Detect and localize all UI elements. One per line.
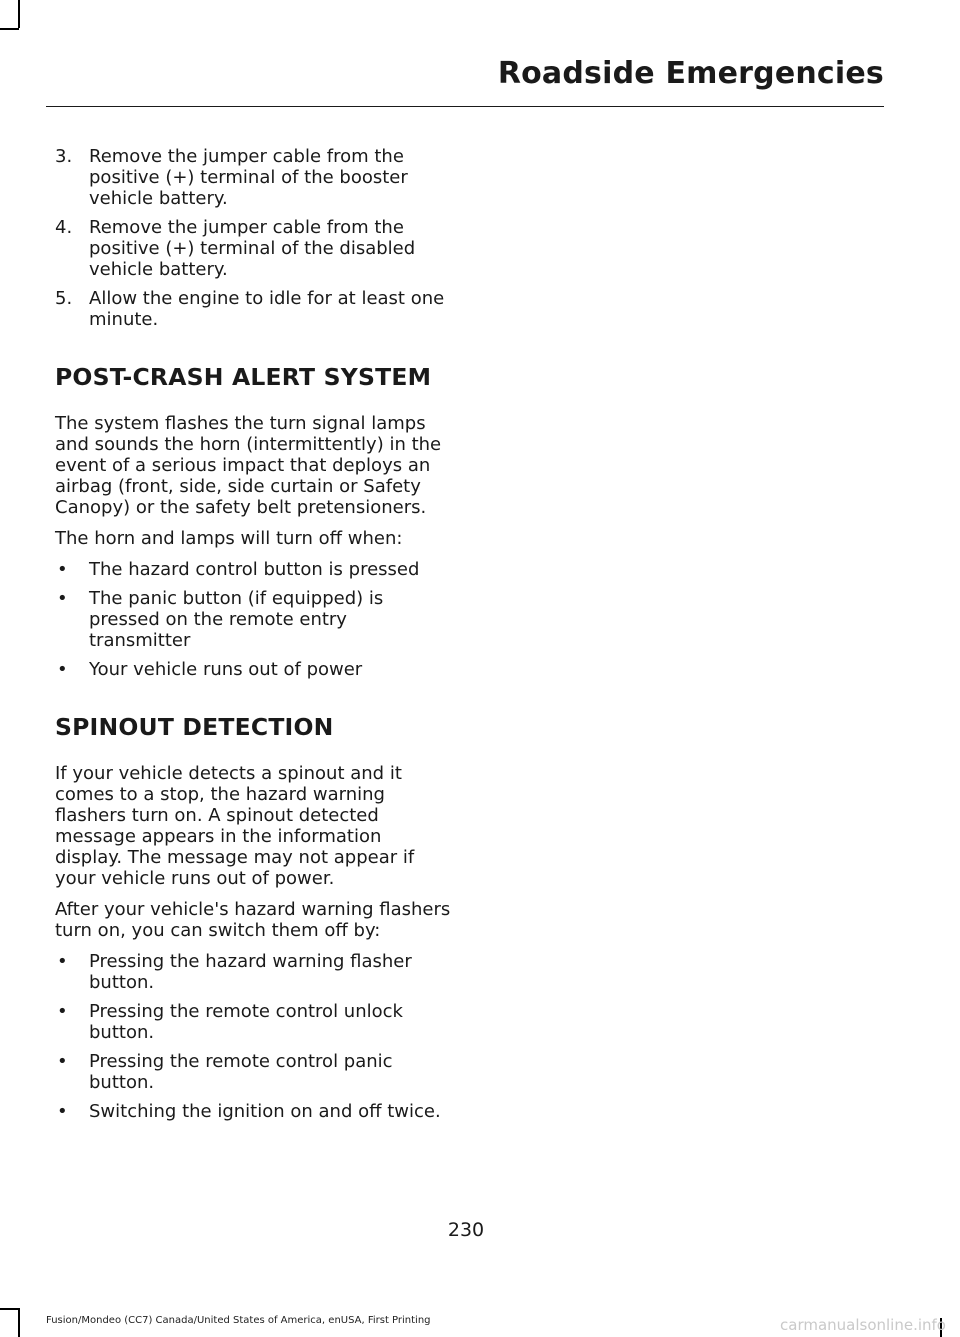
step-text: Allow the engine to idle for at least one minute. xyxy=(89,288,445,330)
page-content xyxy=(55,146,451,1130)
crop-mark xyxy=(0,1308,19,1310)
bullet-icon: • xyxy=(57,951,68,972)
section-heading-post-crash: POST-CRASH ALERT SYSTEM xyxy=(55,363,432,391)
section-heading-spinout: SPINOUT DETECTION xyxy=(55,713,334,741)
bullet-text: Your vehicle runs out of power xyxy=(89,659,363,680)
bullet-icon: • xyxy=(57,1101,68,1122)
bullet-item xyxy=(55,659,451,680)
bullet-icon: • xyxy=(57,559,68,580)
page-number: 230 xyxy=(447,1219,485,1241)
crop-mark xyxy=(0,28,19,30)
bullet-icon: • xyxy=(57,588,68,609)
step-number: 4. xyxy=(55,217,73,238)
step-item xyxy=(55,217,451,280)
bullet-icon: • xyxy=(57,1051,68,1072)
footer-text: Fusion/Mondeo (CC7) Canada/United States of America, enUSA, First Printing xyxy=(46,1315,431,1326)
step-number: 3. xyxy=(55,146,73,167)
bullet-item xyxy=(55,1001,451,1043)
bullet-text: The panic button (if equipped) is pressed on the remote entry transmitter xyxy=(89,588,384,651)
step-number: 5. xyxy=(55,288,73,309)
step-text: Remove the jumper cable from the positive (+) terminal of the booster vehicle battery. xyxy=(89,146,408,209)
bullet-text: The hazard control button is pressed xyxy=(89,559,420,580)
watermark: carmanualsonline.info xyxy=(780,1316,946,1334)
bullet-text: Pressing the hazard warning flasher button. xyxy=(89,951,412,993)
section-paragraph: After your vehicle's hazard warning flashers turn on, you can switch them off by: xyxy=(55,899,451,941)
page-title: Roadside Emergencies xyxy=(497,56,884,91)
step-item xyxy=(55,146,451,209)
bullet-item xyxy=(55,951,451,993)
crop-mark xyxy=(18,0,20,28)
bullet-text: Pressing the remote control panic button. xyxy=(89,1051,393,1093)
bullet-text: Switching the ignition on and off twice. xyxy=(89,1101,441,1122)
header-rule xyxy=(46,106,884,107)
bullet-item xyxy=(55,588,451,651)
bullet-item xyxy=(55,1051,451,1093)
bullet-text: Pressing the remote control unlock button. xyxy=(89,1001,403,1043)
step-text: Remove the jumper cable from the positive (+) terminal of the disabled vehicle battery. xyxy=(89,217,416,280)
bullet-icon: • xyxy=(57,659,68,680)
section-paragraph: The system flashes the turn signal lamps and sounds the horn (intermittently) in the event of a serious impact that deploys an airbag (front, side, side curtain or Safety Canopy) or the safety belt pretensioners. xyxy=(55,413,442,518)
bullet-icon: • xyxy=(57,1001,68,1022)
step-item xyxy=(55,288,451,330)
bullet-item xyxy=(55,1101,451,1122)
crop-mark xyxy=(18,1308,20,1337)
section-paragraph: If your vehicle detects a spinout and it comes to a stop, the hazard warning flashers turn on. A spinout detected message appears in the information display. The message may not appear if your vehicle runs out of power. xyxy=(55,763,415,889)
bullet-item xyxy=(55,559,451,580)
section-paragraph: The horn and lamps will turn off when: xyxy=(55,528,403,549)
